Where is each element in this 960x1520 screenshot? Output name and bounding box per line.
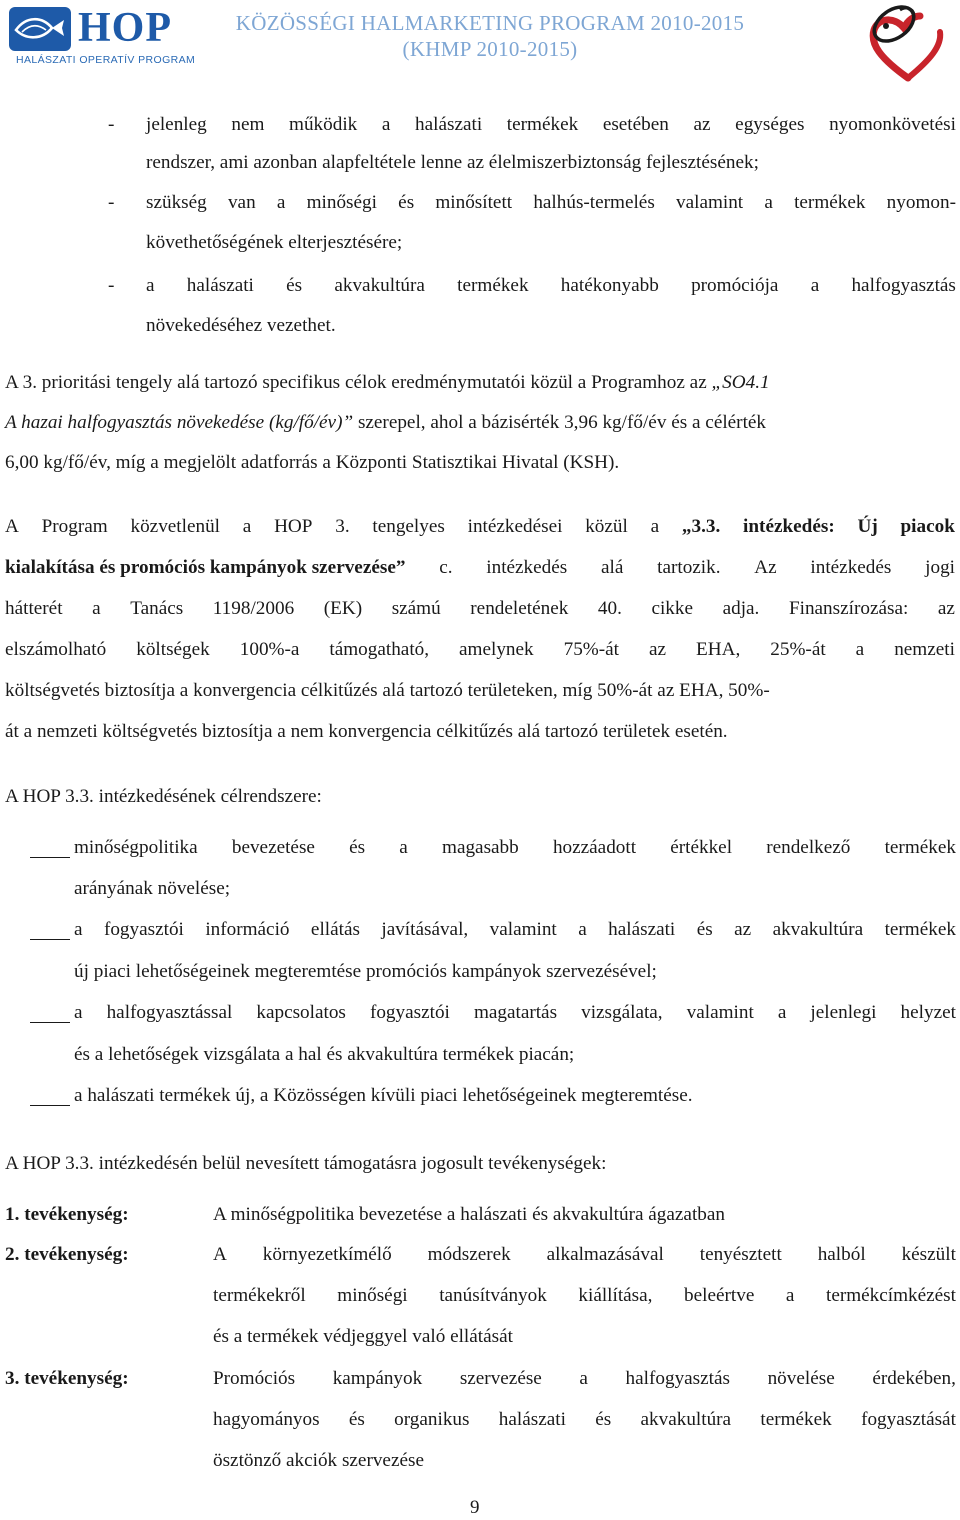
word: jogi [925, 557, 955, 578]
word: halászati [498, 1409, 566, 1430]
word: (EK) [323, 598, 363, 619]
word: a [92, 598, 101, 619]
word: Az [754, 557, 777, 578]
word: EHA, [696, 639, 741, 660]
word: termékek [884, 919, 956, 940]
para1-line3: 6,00 kg/fő/év, míg a megjelölt adatforrás a Központi Statisztikai Hivatal (KSH). [5, 452, 620, 473]
word: a [777, 1002, 787, 1023]
activity-1-label: 1. tevékenység: [5, 1204, 129, 1225]
word: adja. [722, 598, 760, 619]
word: környezetkímélő [262, 1244, 392, 1265]
word: van [227, 192, 256, 213]
word: rendeletének [470, 598, 569, 619]
word: és [348, 1409, 365, 1430]
word: beleértve [684, 1285, 755, 1306]
word: minőségi [306, 192, 377, 213]
word: halból [817, 1244, 866, 1265]
word: termékek [794, 192, 866, 213]
word: közvetlenül [130, 516, 220, 537]
word: termékek [457, 275, 529, 296]
word: a [579, 1368, 588, 1389]
word: érdekében, [872, 1368, 956, 1389]
word: rendelkező [766, 837, 851, 858]
goal-2-line1 [74, 918, 956, 942]
measure-name: kialakítása és promóciós kampányok szervezése” [5, 557, 406, 578]
word: jelenleg [146, 114, 207, 135]
word: 100%-a [239, 639, 300, 660]
word: hagyományos [213, 1409, 320, 1430]
word: termékek [506, 114, 579, 135]
word: Új [857, 516, 878, 537]
word: a [74, 919, 83, 940]
word: esetében [602, 114, 669, 135]
word: valamint [676, 192, 744, 213]
word: és [349, 837, 366, 858]
word: minőségi [337, 1285, 408, 1306]
text: A 3. prioritási tengely alá tartozó specifikus célok eredménymutatói közül a Programhoz az [5, 372, 712, 393]
activity-1-line1: A minőségpolitika bevezetése a halászati és akvakultúra ágazatban [213, 1204, 725, 1225]
word: kapcsolatos [256, 1002, 346, 1023]
heart-fish-icon [860, 0, 956, 84]
word: a [578, 919, 587, 940]
word: „3.3. [681, 516, 721, 537]
word: akvakultúra [772, 919, 864, 940]
word: piacok [900, 516, 955, 537]
activity-3-line1 [213, 1367, 956, 1391]
word: költségek [136, 639, 210, 660]
text: szerepel, ahol a bázisérték 3,96 kg/fő/év és a célérték [357, 412, 767, 433]
word: a [810, 275, 820, 296]
para1-line1 [5, 371, 770, 395]
word: promóciója [691, 275, 779, 296]
word: a [855, 639, 865, 660]
word: halászati [186, 275, 254, 296]
word: és [286, 275, 303, 296]
word: a [381, 114, 391, 135]
word: halfogyasztás [851, 275, 956, 296]
word: javításával, [381, 919, 469, 940]
word: a [276, 192, 286, 213]
word: információ [205, 919, 290, 940]
word: a [764, 192, 773, 213]
goal-1-line1 [74, 836, 956, 860]
activity-2-line1 [213, 1243, 956, 1267]
word: és [595, 1409, 612, 1430]
word: termékcímkézést [826, 1285, 956, 1306]
bullet-3-line1 [146, 274, 956, 298]
word: vizsgálata, [581, 1002, 663, 1023]
bullet-1-marker: - [108, 114, 115, 135]
word: és [696, 919, 713, 940]
goal-2-dash [30, 930, 70, 948]
word: akvakultúra [640, 1409, 732, 1430]
word: halhús-termelés [533, 192, 655, 213]
activity-2-line3: és a termékek védjeggyel való ellátását [213, 1326, 513, 1347]
goal-4-line1: a halászati termékek új, a Közösségen kívüli piaci lehetőségeinek megteremtése. [74, 1085, 693, 1106]
word: 1198/2006 [212, 598, 295, 619]
hop-logo [6, 4, 196, 66]
word: termékekről [213, 1285, 306, 1306]
word: halászati [608, 919, 676, 940]
word: az [937, 598, 955, 619]
word: módszerek [427, 1244, 511, 1265]
word: 75%-át [563, 639, 620, 660]
word: növelése [767, 1368, 835, 1389]
hop-logo-text: HOP [78, 5, 172, 51]
word: működik [289, 114, 358, 135]
para2-line6: át a nemzeti költségvetés biztosítja a nem konvergencia célkitűzés alá tartozó területek esetén. [5, 721, 728, 742]
page-number: 9 [470, 1497, 480, 1518]
word: minősített [435, 192, 513, 213]
word: tengelyes [372, 516, 445, 537]
word: kampányok [332, 1368, 423, 1389]
word: nem [231, 114, 265, 135]
word: HOP [274, 516, 313, 537]
word: valamint [489, 919, 557, 940]
word: alá [601, 557, 624, 578]
para2-line1 [5, 515, 955, 539]
activities-heading: A HOP 3.3. intézkedésén belül nevesített támogatásra jogosult tevékenységek: [5, 1153, 607, 1174]
word: tartozik. [657, 557, 721, 578]
header-title-line2: (KHMP 2010-2015) [402, 37, 578, 61]
para2-line4 [5, 638, 955, 662]
bullet-3-marker: - [108, 275, 115, 296]
word: halászati [415, 114, 483, 135]
bullet-1-line1 [146, 113, 956, 137]
activity-3-line3: ösztönző akciók szervezése [213, 1450, 424, 1471]
word: egységes [735, 114, 805, 135]
word: nyomon- [886, 192, 956, 213]
word: intézkedés [486, 557, 568, 578]
word: halfogyasztással [106, 1002, 233, 1023]
word: halfogyasztás [625, 1368, 730, 1389]
word: valamint [686, 1002, 754, 1023]
word: kiállítása, [578, 1285, 653, 1306]
word: alkalmazásával [546, 1244, 664, 1265]
activity-3-label: 3. tevékenység: [5, 1368, 129, 1389]
word: organikus [394, 1409, 470, 1430]
word: c. [439, 557, 453, 578]
word: intézkedései [467, 516, 563, 537]
word: a [650, 516, 660, 537]
word: nemzeti [894, 639, 955, 660]
goal-4-dash [30, 1096, 70, 1114]
word: a [146, 275, 155, 296]
activity-3-line2 [213, 1408, 956, 1432]
word: Finanszírozása: [788, 598, 909, 619]
bullet-1-line2: rendszer, ami azonban alapfeltétele lenne az élelmiszerbiztonság fejlesztésének; [146, 152, 759, 173]
word: az [649, 639, 667, 660]
para1-line2 [5, 411, 766, 435]
word: a [74, 1002, 83, 1023]
word: amelynek [459, 639, 534, 660]
word: A [213, 1244, 227, 1265]
hop-logo-subtitle: HALÁSZATI OPERATÍV PROGRAM [16, 54, 196, 66]
word: tanúsítványok [439, 1285, 547, 1306]
word: jelenlegi [810, 1002, 877, 1023]
word: intézkedés: [743, 516, 835, 537]
goal-1-line2: arányának növelése; [74, 878, 231, 899]
activity-2-label: 2. tevékenység: [5, 1244, 129, 1265]
word: fogyasztói [369, 1002, 450, 1023]
indicator-code: „SO4.1 [711, 372, 770, 393]
word: tenyésztett [699, 1244, 782, 1265]
word: termékek [760, 1409, 832, 1430]
word: akvakultúra [334, 275, 425, 296]
word: helyzet [900, 1002, 956, 1023]
fish-emblem-icon [8, 6, 72, 52]
word: szükség [146, 192, 207, 213]
word: készült [901, 1244, 956, 1265]
word: termékek [884, 837, 956, 858]
word: minőségpolitika [74, 837, 198, 858]
goals-heading: A HOP 3.3. intézkedésének célrendszere: [5, 786, 322, 807]
goal-3-dash [30, 1013, 70, 1031]
word: elszámolható [5, 639, 107, 660]
word: magatartás [473, 1002, 558, 1023]
word: számú [391, 598, 441, 619]
word: 3. [335, 516, 350, 537]
word: támogatható, [329, 639, 430, 660]
word: magasabb [442, 837, 519, 858]
word: fogyasztói [103, 919, 184, 940]
word: az [734, 919, 752, 940]
bullet-2-marker: - [108, 192, 115, 213]
word: fogyasztását [861, 1409, 956, 1430]
para2-line5: költségvetés biztosítja a konvergencia célkitűzés alá tartozó területeken, míg 50%-át az EHA, 50%- [5, 680, 770, 701]
word: és [398, 192, 415, 213]
bullet-2-line1 [146, 191, 956, 215]
header-title-line1: KÖZÖSSÉGI HALMARKETING PROGRAM 2010-2015 [235, 11, 745, 35]
word: hátterét [5, 598, 63, 619]
word: az [693, 114, 711, 135]
header-title [190, 10, 790, 62]
word: közül [585, 516, 628, 537]
halmarketing-logo [860, 0, 956, 84]
word: nyomonkövetési [829, 114, 956, 135]
goal-3-line2: és a lehetőségek vizsgálata a hal és akvakultúra termékek piacán; [74, 1044, 575, 1065]
bullet-3-line2: növekedéséhez vezethet. [146, 315, 336, 336]
bullet-2-line2: követhetőségének elterjesztésére; [146, 232, 403, 253]
word: 25%-át [770, 639, 826, 660]
word: a [785, 1285, 795, 1306]
word: szervezése [459, 1368, 542, 1389]
word: ellátás [310, 919, 360, 940]
goal-2-line2: új piaci lehetőségeinek megteremtése promóciós kampányok szervezésével; [74, 961, 657, 982]
word: hozzáadott [552, 837, 637, 858]
para2-line2 [5, 556, 955, 580]
para2-line3 [5, 597, 955, 621]
indicator-name: A hazai halfogyasztás növekedése (kg/fő/év)” [5, 412, 354, 433]
word: értékkel [670, 837, 733, 858]
word: Promóciós [213, 1368, 296, 1389]
word: intézkedés [810, 557, 892, 578]
word: bevezetése [231, 837, 315, 858]
word: hatékonyabb [560, 275, 659, 296]
word: A [5, 516, 19, 537]
word: Tanács [130, 598, 184, 619]
word: a [242, 516, 252, 537]
activity-2-line2 [213, 1284, 956, 1308]
word: Program [41, 516, 108, 537]
goal-1-dash [30, 848, 70, 866]
goal-3-line1 [74, 1001, 956, 1025]
word: 40. [597, 598, 622, 619]
word: a [399, 837, 408, 858]
word: cikke [651, 598, 694, 619]
